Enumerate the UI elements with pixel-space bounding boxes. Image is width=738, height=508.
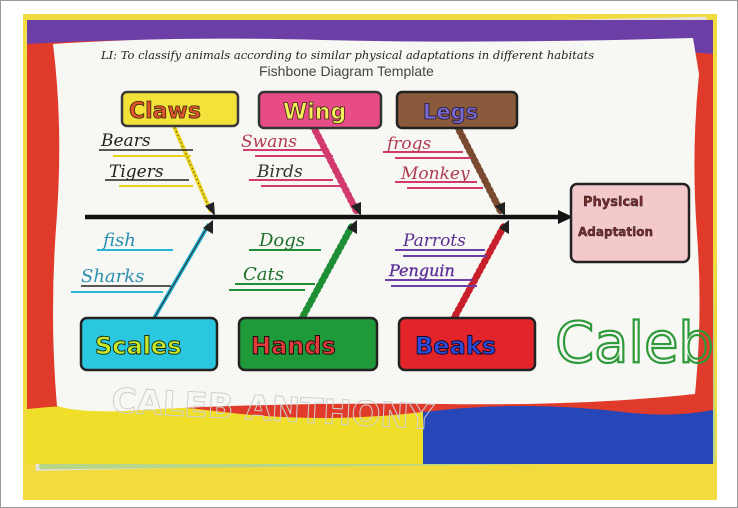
poster-photo [23, 14, 717, 500]
animal-parrots: Parrots [403, 231, 466, 251]
author-name: Caleb [555, 311, 714, 376]
animal-frogs: frogs [387, 134, 432, 154]
category-label-beaks: Beaks [415, 332, 497, 360]
objective-text: LI: To classify animals according to similar physical adaptations in different habitats [101, 48, 595, 62]
head-label-line2: Adaptation [578, 225, 654, 239]
faint-pencil-text: CALEB ANTHONY [110, 381, 435, 438]
head-label-line1: Physical [583, 195, 644, 210]
animal-swans: Swans [241, 132, 298, 152]
animal-bears: Bears [101, 131, 151, 151]
template-title: Fishbone Diagram Template [259, 63, 434, 79]
category-label-wing: Wing [283, 100, 347, 125]
animal-dogs: Dogs [259, 230, 306, 251]
head-box [571, 184, 689, 262]
animal-cats: Cats [243, 264, 284, 285]
animal-fish: fish [103, 230, 136, 251]
animal-tigers: Tigers [109, 162, 164, 182]
poster-scene [23, 14, 717, 500]
animal-penguin: Penguin [389, 261, 455, 280]
category-label-legs: Legs [423, 100, 479, 124]
category-label-hands: Hands [251, 332, 336, 360]
animal-birds: Birds [257, 162, 303, 182]
category-label-claws: Claws [129, 99, 201, 124]
animal-sharks: Sharks [81, 266, 145, 287]
category-label-scales: Scales [95, 332, 182, 360]
animal-monkey: Monkey [401, 164, 470, 184]
